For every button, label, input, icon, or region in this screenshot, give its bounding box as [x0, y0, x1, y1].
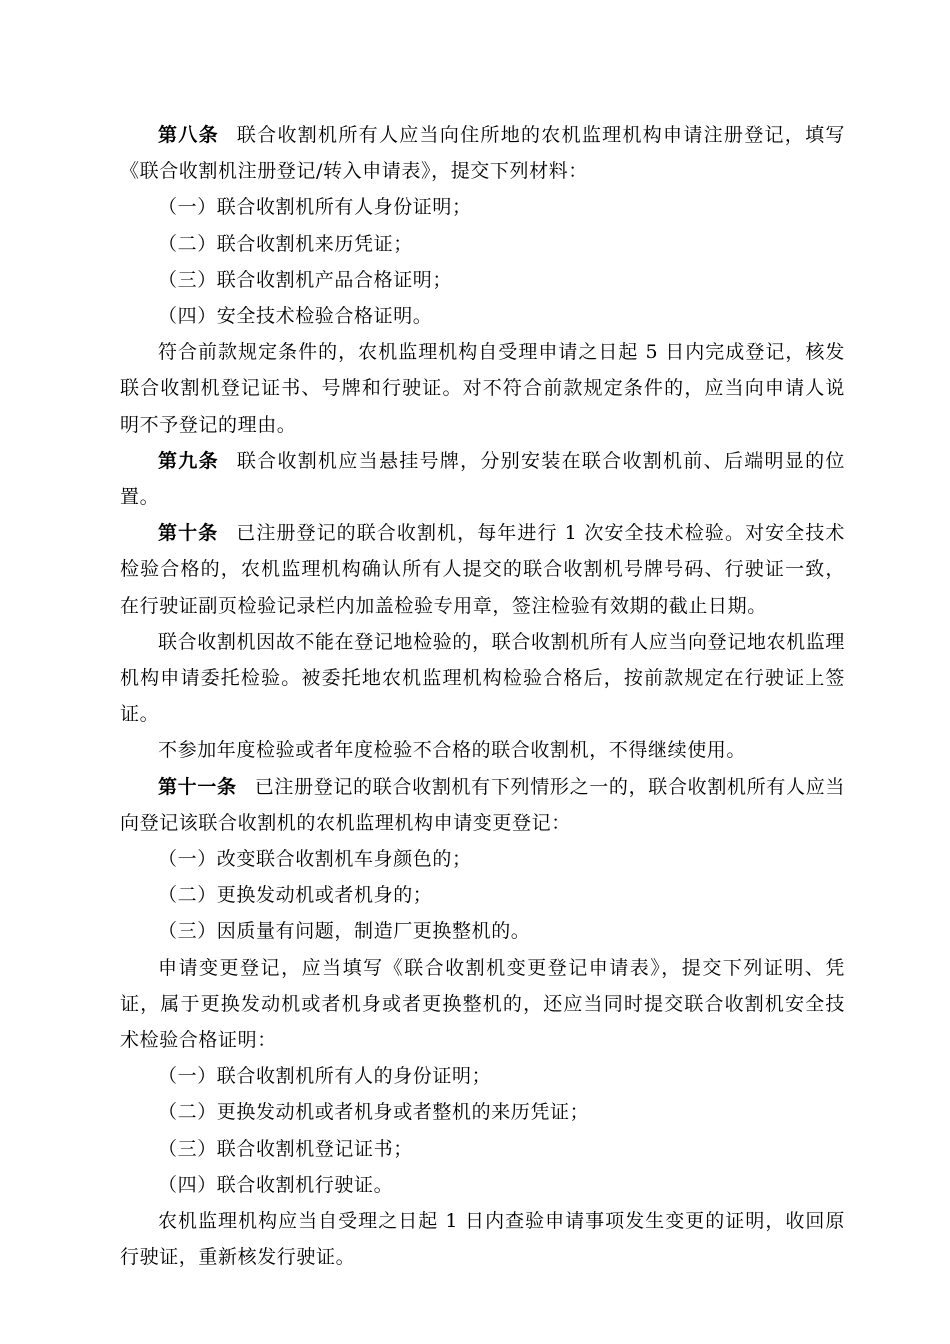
- list-item: （四）安全技术检验合格证明。: [158, 305, 433, 328]
- paragraph-text: 联合收割机所有人应当向住所地的农机监理机构申请注册登记，填写《联合收割机注册登记/转入申请表》，提交下列材料：: [120, 124, 845, 183]
- list-item: （一）联合收割机所有人的身份证明；: [158, 1065, 492, 1088]
- list-item: （四）联合收割机行驶证。: [158, 1173, 394, 1196]
- body-paragraph: 不参加年度检验或者年度检验不合格的联合收割机，不得继续使用。: [158, 739, 747, 762]
- list-item: （三）因质量有问题，制造厂更换整机的。: [158, 920, 531, 943]
- list-item: （一）改变联合收割机车身颜色的；: [158, 848, 472, 871]
- article-10-paragraph: [120, 515, 845, 624]
- list-item: （三）联合收割机登记证书；: [158, 1137, 413, 1160]
- list-item: （一）联合收割机所有人身份证明；: [158, 196, 472, 219]
- list-item: （三）联合收割机产品合格证明；: [158, 268, 453, 291]
- article-9-paragraph: [120, 443, 845, 515]
- body-paragraph: 申请变更登记，应当填写《联合收割机变更登记申请表》，提交下列证明、凭证，属于更换发动机或者机身或者更换整机的，还应当同时提交联合收割机安全技术检验合格证明：: [120, 956, 845, 1052]
- article-heading: 第九条: [158, 449, 219, 472]
- body-paragraph: 符合前款规定条件的，农机监理机构自受理申请之日起 5 日内完成登记，核发联合收割机登记证书、号牌和行驶证。对不符合前款规定条件的，应当向申请人说明不予登记的理由。: [120, 341, 845, 436]
- paragraph-text: 已注册登记的联合收割机有下列情形之一的，联合收割机所有人应当向登记该联合收割机的农机监理机构申请变更登记：: [120, 775, 845, 834]
- body-paragraph: 农机监理机构应当自受理之日起 1 日内查验申请事项发生变更的证明，收回原行驶证，重新核发行驶证。: [120, 1210, 845, 1269]
- article-heading: 第十一条: [158, 775, 237, 798]
- article-heading: 第八条: [158, 124, 219, 146]
- paragraph-text: 联合收割机应当悬挂号牌，分别安装在联合收割机前、后端明显的位置。: [120, 449, 845, 509]
- article-heading: 第十条: [158, 522, 219, 545]
- paragraph-text: 已注册登记的联合收割机，每年进行 1 次安全技术检验。对安全技术检验合格的，农机监理机构确认所有人提交的联合收割机号牌号码、行驶证一致，在行驶证副页检验记录栏内加盖检验专用章，签注检验有效期的截止日期。: [120, 522, 845, 617]
- list-item: （二）联合收割机来历凭证；: [158, 232, 413, 255]
- article-8-paragraph: [120, 117, 845, 189]
- document-page: [120, 117, 845, 1276]
- list-item: （二）更换发动机或者机身的；: [158, 884, 433, 907]
- article-11-paragraph: [120, 769, 845, 841]
- list-item: （二）更换发动机或者机身或者整机的来历凭证；: [158, 1101, 590, 1124]
- body-paragraph: 联合收割机因故不能在登记地检验的，联合收割机所有人应当向登记地农机监理机构申请委托检验。被委托地农机监理机构检验合格后，按前款规定在行驶证上签证。: [120, 630, 845, 726]
